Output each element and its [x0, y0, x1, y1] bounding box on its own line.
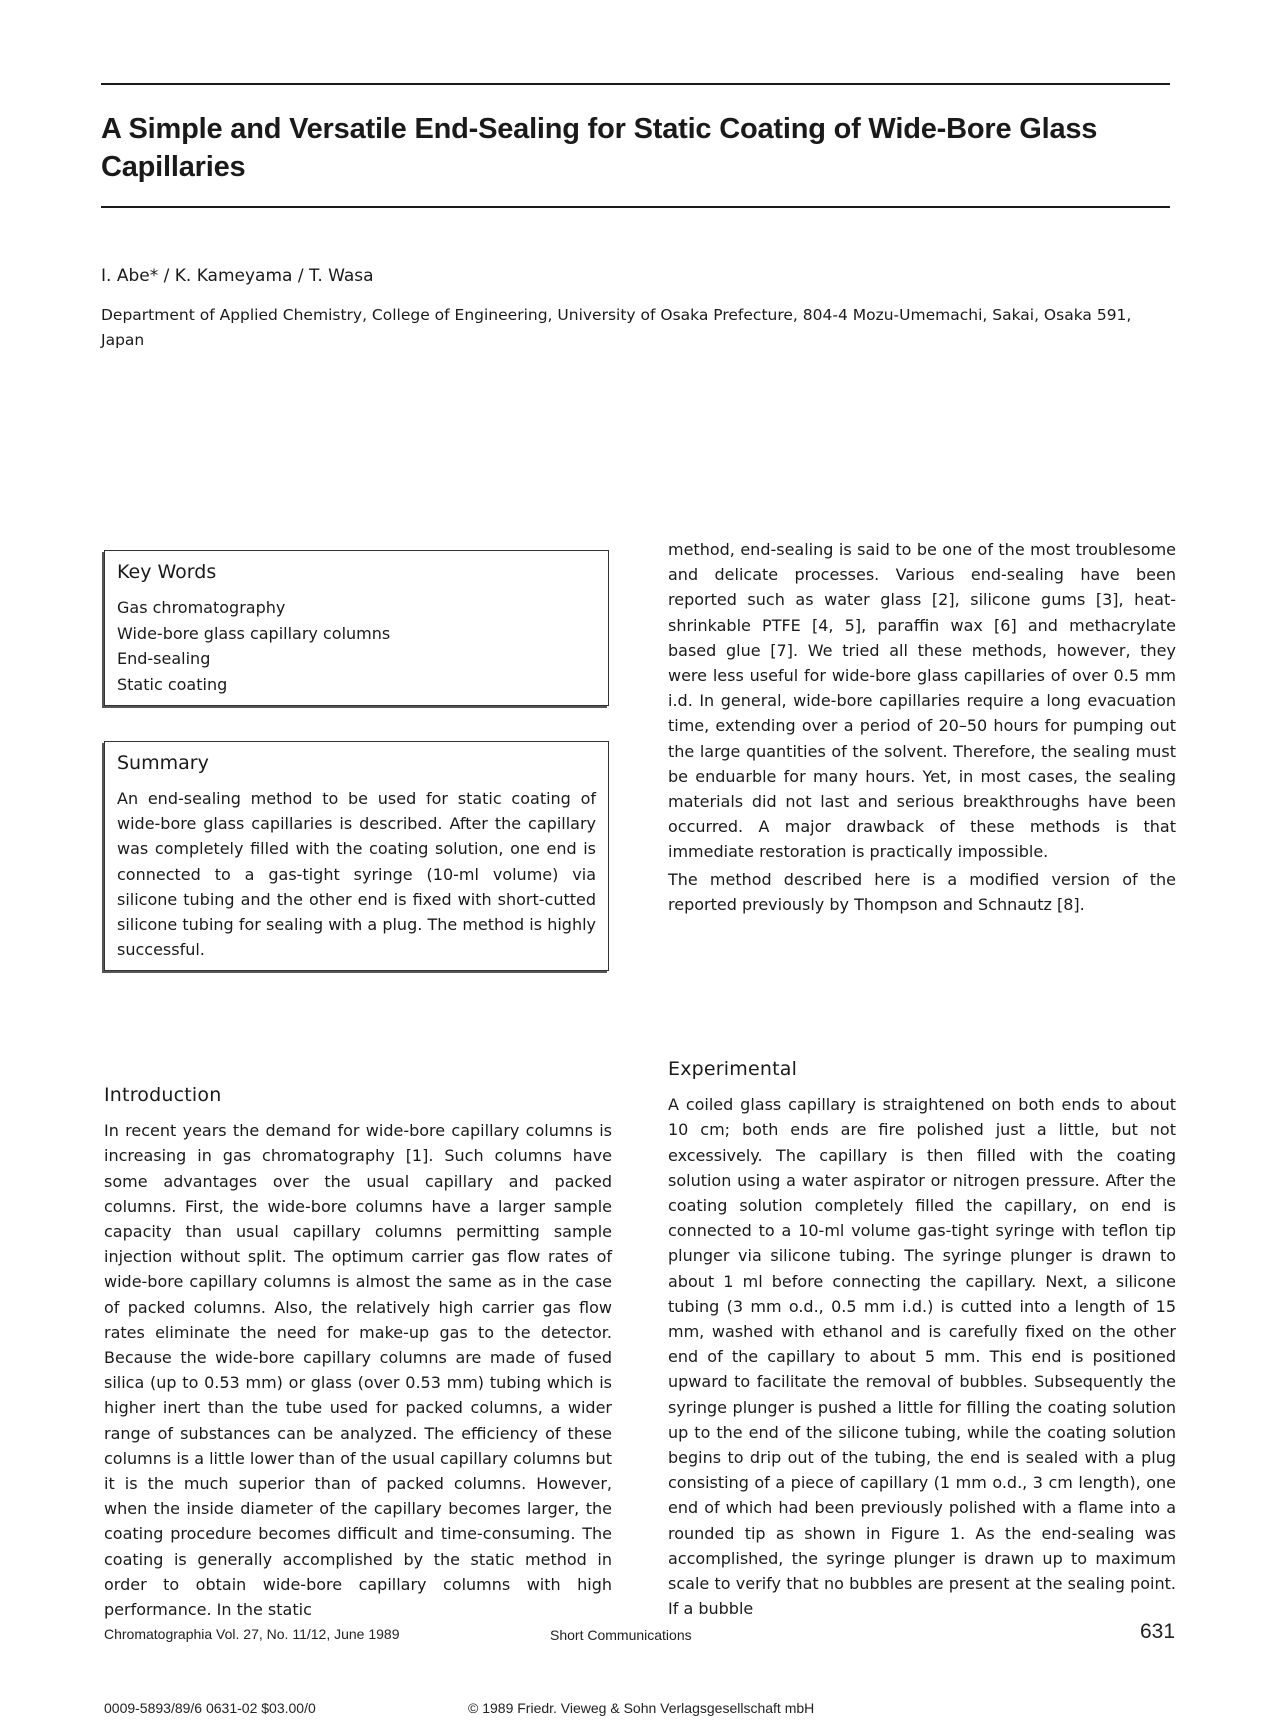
- summary-heading: Summary: [117, 752, 209, 774]
- authors: I. Abe* / K. Kameyama / T. Wasa: [101, 266, 374, 286]
- footer-copyright: © 1989 Friedr. Vieweg & Sohn Verlagsgesellschaft mbH: [468, 1700, 815, 1716]
- introduction-heading: Introduction: [104, 1084, 222, 1106]
- keyword-item: Gas chromatography: [117, 598, 286, 617]
- footer-journal: Chromatographia Vol. 27, No. 11/12, June 1989: [104, 1626, 400, 1642]
- footer-section: Short Communications: [550, 1627, 692, 1643]
- keyword-item: Static coating: [117, 674, 228, 694]
- introduction-section: [104, 1083, 612, 1622]
- continuation-paragraph-2: The method described here is a modified version of the reported previously by Thompson and Schnautz [8].: [668, 869, 1176, 914]
- experimental-text: A coiled glass capillary is straightened on both ends to about 10 cm; both ends are fire polished just a little, but not excessively. The capillary is then filled with the coating solution using a water aspirator or nitrogen pressure. After the coating solution completely filled the capillary, on end is connected to a 10-ml volume gas-tight syringe with teflon tip plunger via silicone tubing. The syringe plunger is drawn to about 1 ml before connecting the capillary. Next, a silicone tubing (3 mm o.d., 0.5 mm i.d.) is cutted into a length of 15 mm, washed with ethanol and is carefully fixed on the other end of the capillary to about 5 mm. This end is positioned upward to facilitate the removal of bubbles. Subsequently the syringe plunger is pushed a little for filling the coating solution up to the end of the silicone tubing, while the coating solution begins to drip out of the tubing, the end is sealed with a plug consisting of a piece of capillary (1 mm o.d., 3 cm length), one end of which had been previously polished with a flame into a rounded tip as shown in Figure 1. As the end-sealing was accomplished, the syringe plunger is drawn up to maximum scale to verify that no bubbles are present at the sealing point. If a bubble: [668, 1095, 1176, 1619]
- summary-text: An end-sealing method to be used for static coating of wide-bore glass capillaries is described. After the capillary was completely filled with the coating solution, one end is connected to a gas-tight syringe (10-ml volume) via silicone tubing and the other end is fixed with short-cutted silicone tubing for sealing with a plug. The method is highly successful.: [117, 789, 596, 960]
- experimental-heading: Experimental: [668, 1058, 798, 1080]
- keywords-box: [104, 550, 609, 706]
- summary-box: [104, 741, 609, 971]
- keyword-item: End-sealing: [117, 649, 211, 668]
- keyword-item: Wide-bore glass capillary columns: [117, 623, 391, 643]
- title-top-rule: [101, 83, 1170, 85]
- footer-page-number: 631: [1140, 1620, 1176, 1643]
- experimental-section: [668, 1057, 1176, 1621]
- introduction-continuation: [668, 537, 1176, 917]
- introduction-text: In recent years the demand for wide-bore capillary columns is increasing in gas chromatography [1]. Such columns have some advantages over the usual capillary and packed columns. First, the wide-bore columns have a larger sample capacity than usual capillary columns permitting sample injection without split. The optimum carrier gas flow rates of wide-bore capillary columns is almost the same as in the case of packed columns. Also, the relatively high carrier gas flow rates eliminate the need for make-up gas to the detector. Because the wide-bore capillary columns are made of fused silica (up to 0.53 mm) or glass (over 0.53 mm) tubing which is higher inert than the tube used for packed columns, a wider range of substances can be analyzed. The efficiency of these columns is a little lower than of the usual capillary columns but it is the much superior than of packed columns. However, when the inside diameter of the capillary becomes larger, the coating procedure becomes difficult and time-consuming. The coating is generally accomplished by the static method in order to obtain wide-bore capillary columns with high performance. In the static: [104, 1121, 612, 1620]
- title-bottom-rule: [101, 206, 1170, 208]
- keywords-heading: Key Words: [117, 561, 217, 583]
- affiliation: Department of Applied Chemistry, College of Engineering, University of Osaka Prefecture, 804-4 Mozu-Umemachi, Sakai, Osaka 591, Japan: [101, 306, 1132, 349]
- continuation-paragraph-1: method, end-sealing is said to be one of the most troublesome and delicate processes. Various end-sealing have been reported such as water glass [2], silicone gums [3], heat-shrinkable PTFE [4, 5], paraffin wax [6] and methacrylate based glue [7]. We tried all these methods, however, they were less useful for wide-bore glass capillaries of over 0.5 mm i.d. In general, wide-bore capillaries require a long evacuation time, extending over a period of 20–50 hours for pumping out the large quantities of the solvent. Therefore, the sealing must be enduarble for many hours. Yet, in most cases, the sealing materials did not last and serious breakthroughs have been occurred. A major drawback of these methods is that immediate restoration is practically impossible.: [668, 540, 1176, 862]
- paper-title: A Simple and Versatile End-Sealing for Static Coating of Wide-Bore Glass Capillaries: [101, 113, 1098, 183]
- footer-code: 0009-5893/89/6 0631-02 $03.00/0: [104, 1700, 316, 1716]
